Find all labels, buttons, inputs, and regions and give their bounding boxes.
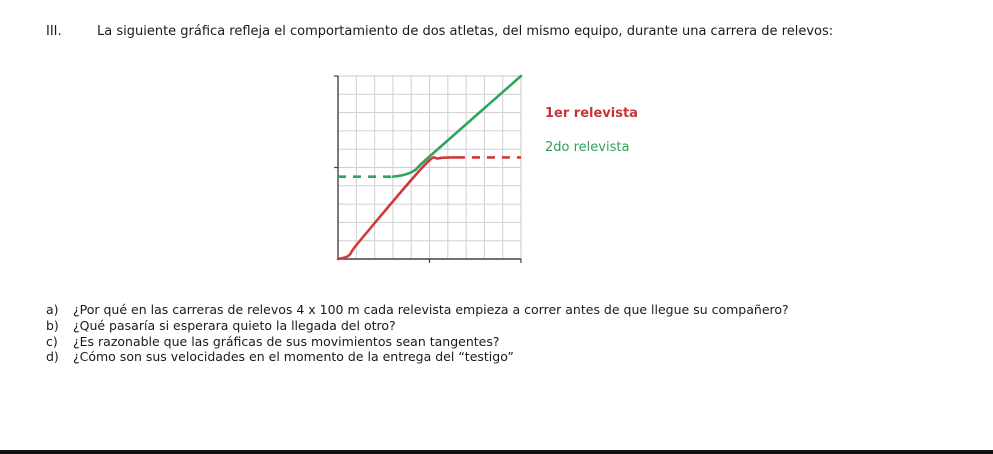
question-letter: c)	[46, 333, 58, 349]
question-letter: a)	[46, 302, 59, 317]
question-a	[46, 302, 789, 318]
question-text: ¿Cómo son sus velocidades en el momento de la entrega del “testigo”	[73, 349, 514, 365]
question-letter: b)	[46, 317, 59, 333]
question-text: ¿Es razonable que las gráficas de sus movimientos sean tangentes?	[73, 333, 500, 349]
legend-first-runner: 1er relevista	[545, 106, 638, 121]
question-b	[46, 318, 789, 334]
question-list	[46, 302, 789, 365]
question-text: ¿Por qué en las carreras de relevos 4 x 100 m cada relevista empieza a correr antes de que llegue su compañero?	[73, 302, 789, 317]
question-text: ¿Qué pasaría si esperara quieto la llegada del otro?	[73, 317, 396, 333]
chart-grid	[338, 76, 521, 259]
question-d	[46, 349, 789, 365]
legend-second-runner: 2do relevista	[545, 140, 630, 155]
exercise-statement: La siguiente gráfica refleja el comportamiento de dos atletas, del mismo equipo, durante una carrera de relevos:	[97, 24, 834, 39]
question-letter: d)	[46, 349, 59, 365]
exercise-number: III.	[46, 24, 62, 39]
page-bottom-rule	[0, 450, 993, 454]
question-c	[46, 334, 789, 350]
